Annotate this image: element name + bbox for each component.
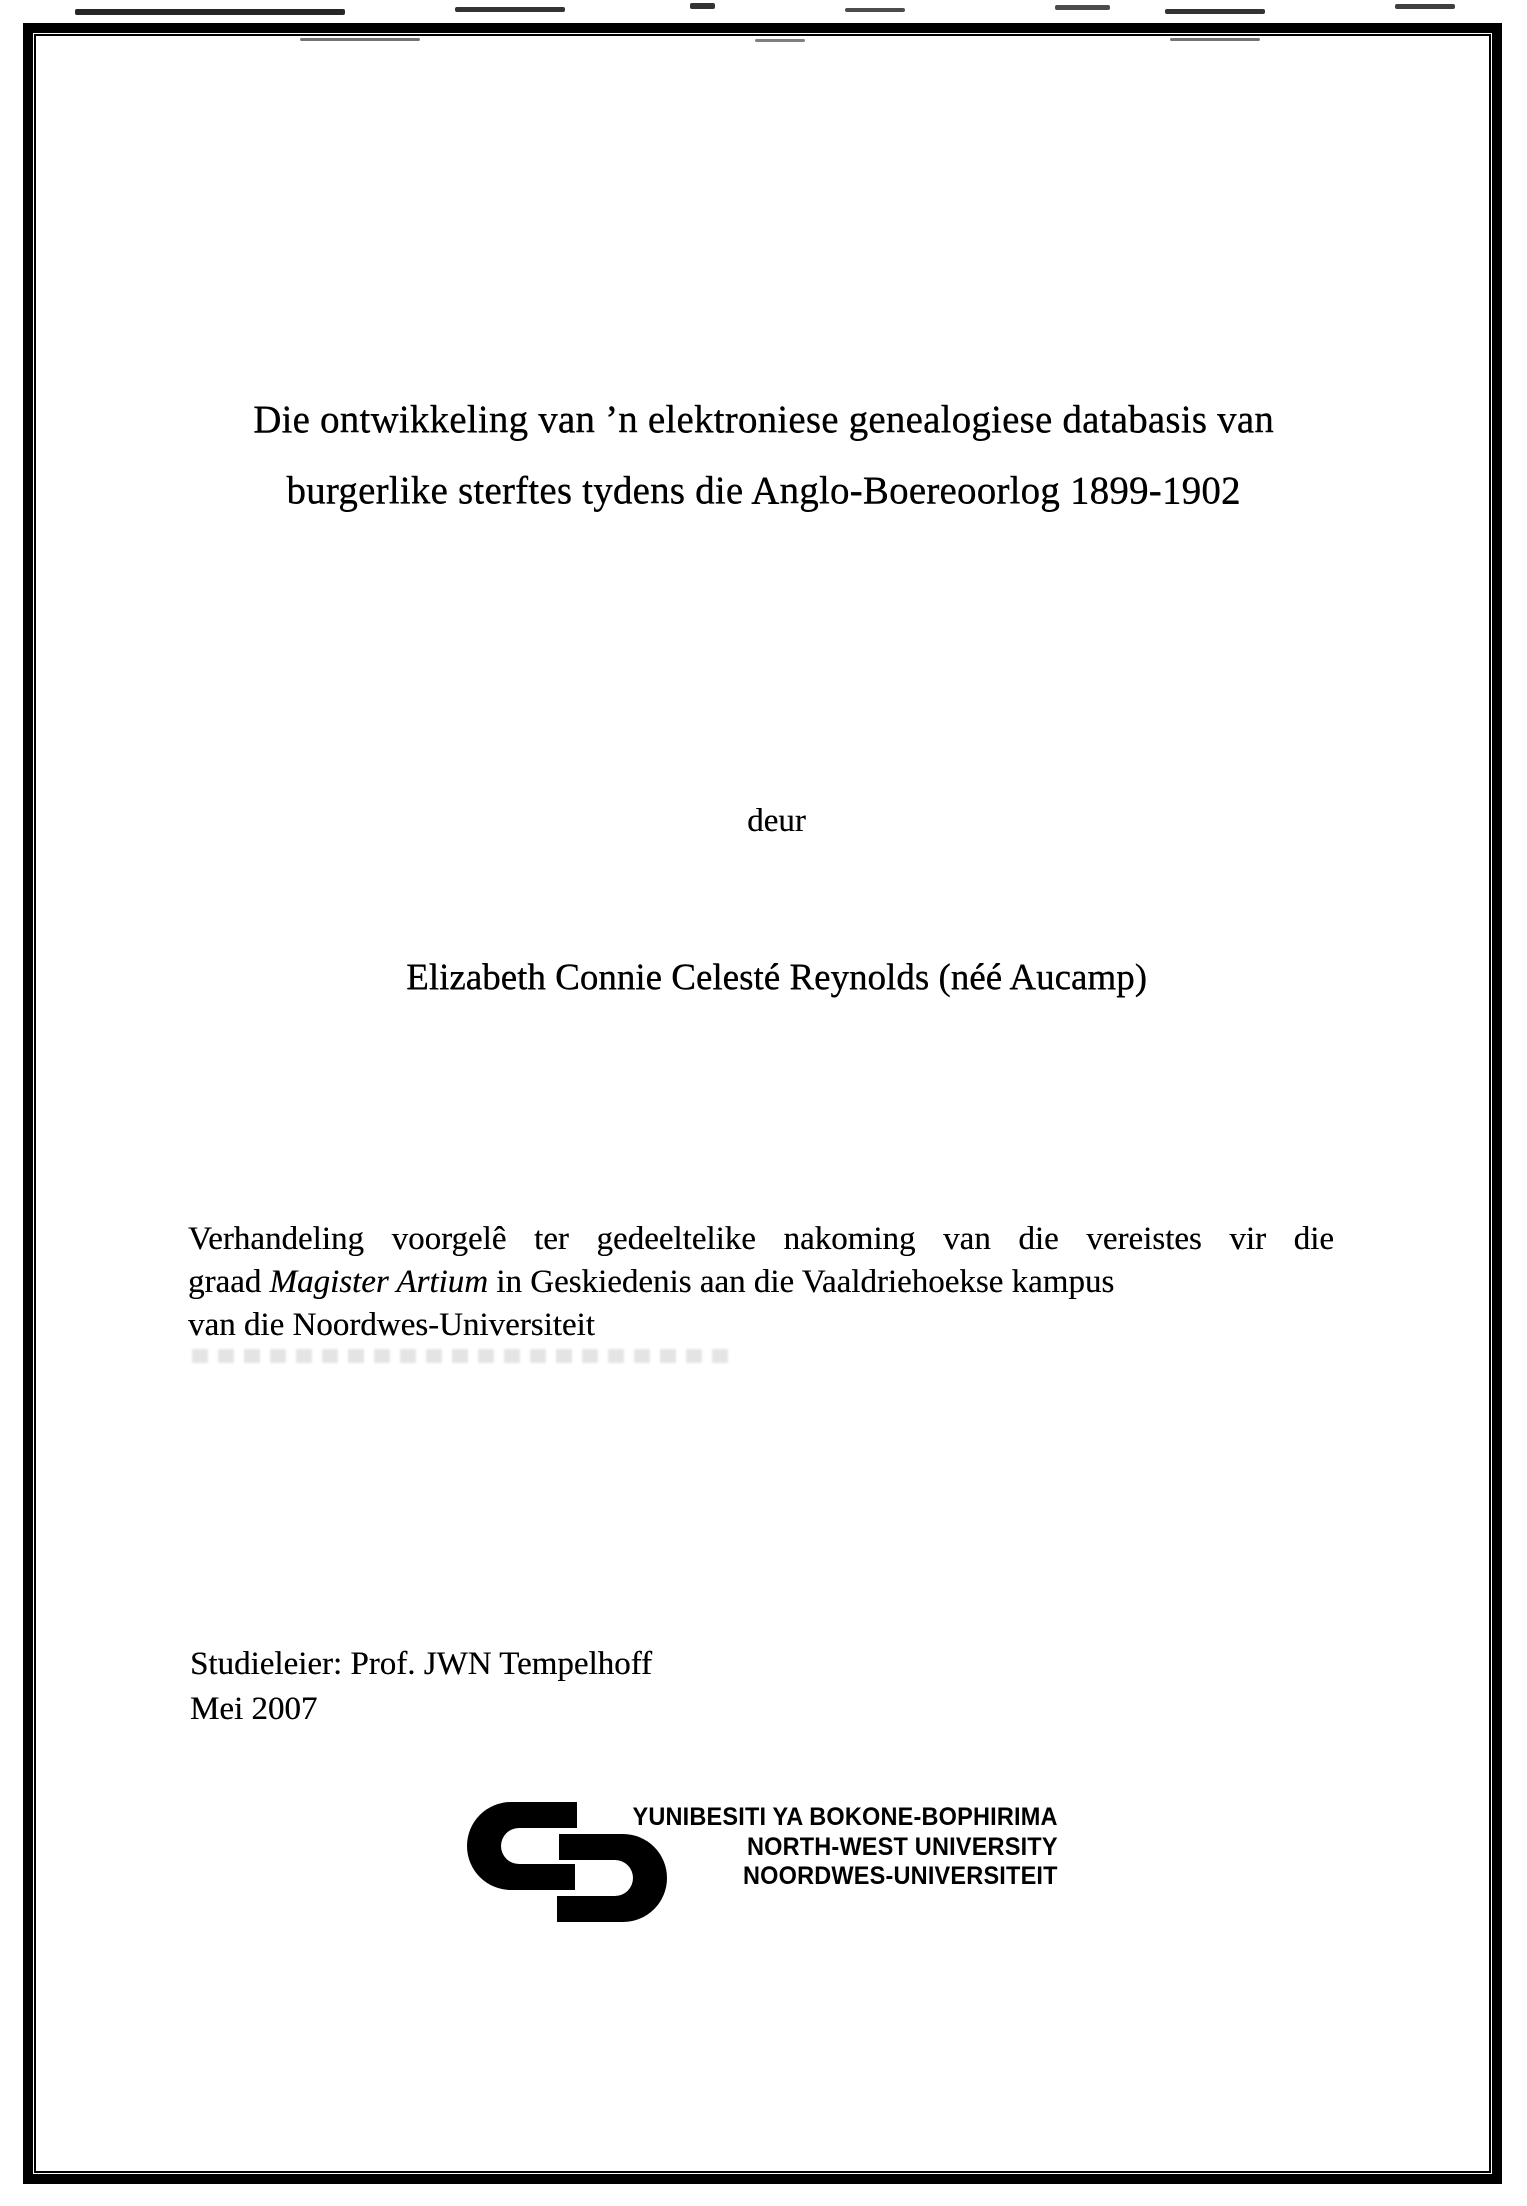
degree-name-italic: Magister Artium	[269, 1264, 489, 1300]
author-name: Elizabeth Connie Celesté Reynolds (néé Aucamp)	[406, 957, 1147, 998]
thesis-statement-line3: van die Noordwes-Universiteit	[188, 1307, 595, 1343]
thesis-statement-line2	[188, 1261, 1334, 1304]
scan-artifact	[1165, 9, 1265, 14]
logo-line-setswana: YUNIBESITI YA BOKONE-BOPHIRIMA	[632, 1803, 1058, 1831]
scan-artifact	[1395, 4, 1455, 9]
university-logo-text	[583, 1803, 1058, 1892]
supervisor-block	[190, 1642, 652, 1732]
supervisor-line: Studieleier: Prof. JWN Tempelhoff	[190, 1646, 653, 1682]
thesis-title-line2: burgerlike sterftes tydens die Anglo-Boereoorlog 1899-1902	[286, 469, 1241, 512]
thesis-statement	[188, 1218, 1334, 1347]
statement-text: in Geskiedenis aan die Vaaldriehoekse kampus	[488, 1264, 1115, 1300]
scan-artifact	[455, 7, 565, 12]
logo-line-english: NORTH-WEST UNIVERSITY	[746, 1832, 1058, 1861]
thesis-title-line1: Die ontwikkeling van ’n elektroniese genealogiese databasis van	[253, 398, 1274, 441]
bleed-through-artifact	[192, 1349, 732, 1363]
scan-artifact	[1055, 5, 1110, 10]
byline-deur: deur	[747, 803, 806, 839]
logo-line-afrikaans: NOORDWES-UNIVERSITEIT	[743, 1862, 1058, 1890]
scan-artifact	[75, 9, 345, 15]
statement-text: graad	[188, 1264, 270, 1300]
thesis-statement-line1: Verhandeling voorgelê ter gedeeltelike nakoming van die vereistes vir die	[188, 1221, 1334, 1257]
scan-artifact	[845, 8, 905, 12]
scan-artifact	[690, 3, 715, 9]
date-line: Mei 2007	[190, 1691, 318, 1727]
